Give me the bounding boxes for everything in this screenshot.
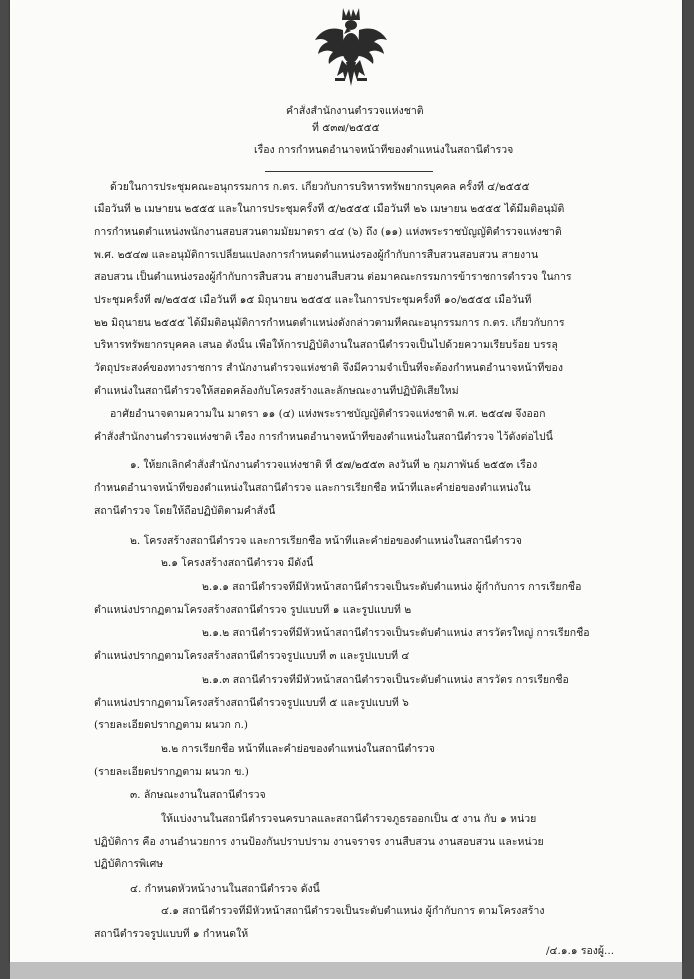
page-bottom-edge (10, 962, 682, 979)
body-line: ประชุมครั้งที่ ๗/๒๕๕๕ เมื่อวันที่ ๑๕ มิถุนายน ๒๕๕๕ และในการประชุมครั้งที่ ๑๐/๒๕๕๕ เมื่อวันที่ (94, 294, 532, 306)
clause-3: ๓. ลักษณะงานในสถานีตำรวจ (130, 789, 266, 801)
document-page (10, 0, 682, 962)
header-divider (265, 171, 433, 172)
clause-2: ๒. โครงสร้างสถานีตำรวจ และการเรียกชื่อ หน้าที่และคำย่อของตำแหน่งในสถานีตำรวจ (130, 535, 522, 547)
document-subject: เรื่อง การกำหนดอำนาจหน้าที่ของตำแหน่งในสถานีตำรวจ (254, 144, 514, 156)
clause-1: ๑. ให้ยกเลิกคำสั่งสำนักงานตำรวจแห่งชาติ ที่ ๕๗/๒๕๕๓ ลงวันที่ ๒ กุมภาพันธ์ ๒๕๕๓ เรื่อง (130, 459, 538, 471)
body-line: สถานีตำรวจรูปแบบที่ ๑ กำหนดให้ (94, 928, 249, 940)
body-line: การกำหนดตำแหน่งพนักงานสอบสวนตามมัยมาตรา ๔๔ (๖) ถึง (๑๑) แห่งพระราชบัญญัติตำรวจแห่งชาติ (94, 226, 562, 238)
body-line: พ.ศ. ๒๕๔๗ และอนุมัติการเปลี่ยนแปลงการกำหนดตำแหน่งรองผู้กำกับการสืบสวนสอบสวน สายงาน (94, 249, 539, 261)
body-line: ตำแหน่งปรากฏตามโครงสร้างสถานีตำรวจ รูปแบบที่ ๑ และรูปแบบที่ ๒ (94, 604, 412, 616)
body-line: วัตถุประสงค์ของทางราชการ สำนักงานตำรวจแห่งชาติ จึงมีความจำเป็นที่จะต้องกำหนดอำนาจหน้าที่ของ (94, 362, 563, 374)
body-line: ปฏิบัติการ คือ งานอำนวยการ งานป้องกันปราบปราม งานจราจร งานสืบสวน งานสอบสวน และหน่วย (94, 836, 544, 848)
body-line: ปฏิบัติการพิเศษ (94, 858, 164, 870)
body-line: ๒๒ มิถุนายน ๒๕๕๕ ได้มีมติอนุมัติการกำหนดตำแหน่งดังกล่าวตามที่คณะอนุกรรมการ ก.ตร. เกี่ยวกับการ (94, 317, 565, 329)
body-line: สอบสวน เป็นตำแหน่งรองผู้กำกับการสืบสวน สายงานสืบสวน ต่อมาคณะกรรมการข้าราชการตำรวจ ในการ (94, 271, 572, 283)
body-line: ด้วยในการประชุมคณะอนุกรรมการ ก.ตร. เกี่ยวกับการบริหารทรัพยากรบุคคล ครั้งที่ ๔/๒๕๕๕ (110, 181, 530, 193)
clause-4: ๔. กำหนดหัวหน้างานในสถานีตำรวจ ดังนี้ (130, 883, 320, 895)
body-line: อาศัยอำนาจตามความใน มาตรา ๑๑ (๔) แห่งพระราชบัญญัติตำรวจแห่งชาติ พ.ศ. ๒๕๔๗ จึงออก (110, 408, 546, 420)
body-line: ตำแหน่งปรากฏตามโครงสร้างสถานีตำรวจรูปแบบที่ ๕ และรูปแบบที่ ๖ (94, 697, 409, 709)
body-line: ตำแหน่งปรากฏตามโครงสร้างสถานีตำรวจรูปแบบที่ ๓ และรูปแบบที่ ๔ (94, 650, 410, 662)
document-issuer: คำสั่งสำนักงานตำรวจแห่งชาติ (286, 105, 424, 117)
annex-reference: (รายละเอียดปรากฏตาม ผนวก ข.) (94, 766, 249, 778)
body-line: คำสั่งสำนักงานตำรวจแห่งชาติ เรื่อง การกำหนดอำนาจหน้าที่ของตำแหน่งในสถานีตำรวจ ไว้ดังต่อไปนี้ (94, 431, 553, 443)
body-line: บริหารทรัพยากรบุคคล เสนอ ดังนั้น เพื่อให้การปฏิบัติงานในสถานีตำรวจเป็นไปด้วยความเรียบร้อย บรรลุ (94, 339, 558, 351)
continuation-marker: /๔.๑.๑ รองผู้... (546, 945, 615, 957)
body-line: กำหนดอำนาจหน้าที่ของตำแหน่งในสถานีตำรวจ และการเรียกชื่อ หน้าที่และคำย่อของตำแหน่งใน (94, 482, 531, 494)
clause-2-1-3: ๒.๑.๓ สถานีตำรวจที่มีหัวหน้าสถานีตำรวจเป็นระดับตำแหน่ง สารวัตร การเรียกชื่อ (202, 674, 569, 686)
clause-2-1-1: ๒.๑.๑ สถานีตำรวจที่มีหัวหน้าสถานีตำรวจเป็นระดับตำแหน่ง ผู้กำกับการ การเรียกชื่อ (202, 581, 582, 593)
document-number: ที่ ๕๓๗/๒๕๕๕ (312, 122, 380, 134)
body-line: เมื่อวันที่ ๒ เมษายน ๒๕๕๕ และในการประชุมครั้งที่ ๕/๒๕๕๕ เมื่อวันที่ ๒๖ เมษายน ๒๕๕๕ ได้มีมติอนุมัติ (94, 203, 565, 215)
garuda-emblem-icon (313, 6, 389, 90)
clause-2-2: ๒.๒ การเรียกชื่อ หน้าที่และคำย่อของตำแหน่งในสถานีตำรวจ (161, 743, 435, 755)
annex-reference: (รายละเอียดปรากฏตาม ผนวก ก.) (94, 719, 249, 731)
body-line: สถานีตำรวจ โดยให้ถือปฏิบัติตามคำสั่งนี้ (94, 505, 276, 517)
clause-2-1: ๒.๑ โครงสร้างสถานีตำรวจ มีดังนี้ (161, 557, 314, 569)
body-line: ให้แบ่งงานในสถานีตำรวจนครบาลและสถานีตำรวจภูธรออกเป็น ๕ งาน กับ ๑ หน่วย (161, 813, 537, 825)
clause-2-1-2: ๒.๑.๒ สถานีตำรวจที่มีหัวหน้าสถานีตำรวจเป็นระดับตำแหน่ง สารวัตรใหญ่ การเรียกชื่อ (202, 627, 590, 639)
clause-4-1: ๔.๑ สถานีตำรวจที่มีหัวหน้าสถานีตำรวจเป็นระดับตำแหน่ง ผู้กำกับการ ตามโครงสร้าง (161, 905, 545, 917)
body-line: ตำแหน่งในสถานีตำรวจให้สอดคล้องกับโครงสร้างและลักษณะงานที่ปฏิบัติเสียใหม่ (94, 385, 459, 397)
